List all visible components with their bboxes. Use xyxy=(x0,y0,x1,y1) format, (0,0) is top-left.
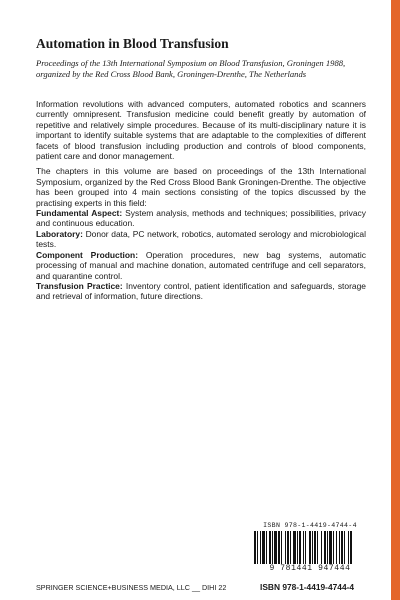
publisher-line: SPRINGER SCIENCE+BUSINESS MEDIA, LLC __ DIHI 22 xyxy=(36,583,227,592)
orange-spine-stripe xyxy=(391,0,400,600)
section-label: Transfusion Practice: xyxy=(36,280,123,291)
section-laboratory xyxy=(36,229,366,250)
section-text: Operation procedures, new bag systems, automatic processing of manual and machine donation, automated centrifuge and cell separators, and quarantine control. xyxy=(36,249,366,281)
section-transfusion-practice xyxy=(36,281,366,302)
barcode-digits: 9 781441 947444 xyxy=(269,564,351,573)
footer-isbn: ISBN 978-1-4419-4744-4 xyxy=(260,582,355,592)
barcode-isbn-label: ISBN 978-1-4419-4744-4 xyxy=(263,522,357,529)
barcode-block xyxy=(252,522,368,574)
barcode-icon xyxy=(254,531,366,564)
section-label: Fundamental Aspect: xyxy=(36,208,123,219)
section-label: Laboratory: xyxy=(36,228,83,239)
book-title: Automation in Blood Transfusion xyxy=(36,36,229,51)
section-text: System analysis, methods and techniques; possibilities, privacy and continuous education. xyxy=(36,208,366,229)
description-body xyxy=(36,99,366,302)
chapters-paragraph: The chapters in this volume are based on proceedings of the 13th International Symposium, organized by the Red Cross Blood Bank Groningen-Drenthe. The objective has been grouped into 4 main sections consisting of the topics discussed by the practising experts in this field: xyxy=(36,166,366,208)
section-text: Inventory control, patient identification and safeguards, storage and retrieval of information, future directions. xyxy=(36,280,366,302)
section-component-production xyxy=(36,250,366,281)
section-fundamental-aspect xyxy=(36,208,366,229)
book-subtitle: Proceedings of the 13th International Symposium on Blood Transfusion, Groningen 1988, organized by the Red Cross Blood Bank, Groningen-Drenthe, The Netherlands xyxy=(36,58,346,79)
intro-paragraph: Information revolutions with advanced computers, automated robotics and scanners currently omnipresent. Transfusion medicine could benefit greatly by automation of repetitive and relatively simple procedures. Because of its multi-disciplinary nature it is important to identify suitable systems that are adaptable to the complexities of different facets of blood transfusion including production and controls of blood components, patient care and donor management. xyxy=(36,99,366,162)
section-text: Donor data, PC network, robotics, automated serology and microbiological tests. xyxy=(36,228,366,250)
section-label: Component Production: xyxy=(36,249,139,260)
